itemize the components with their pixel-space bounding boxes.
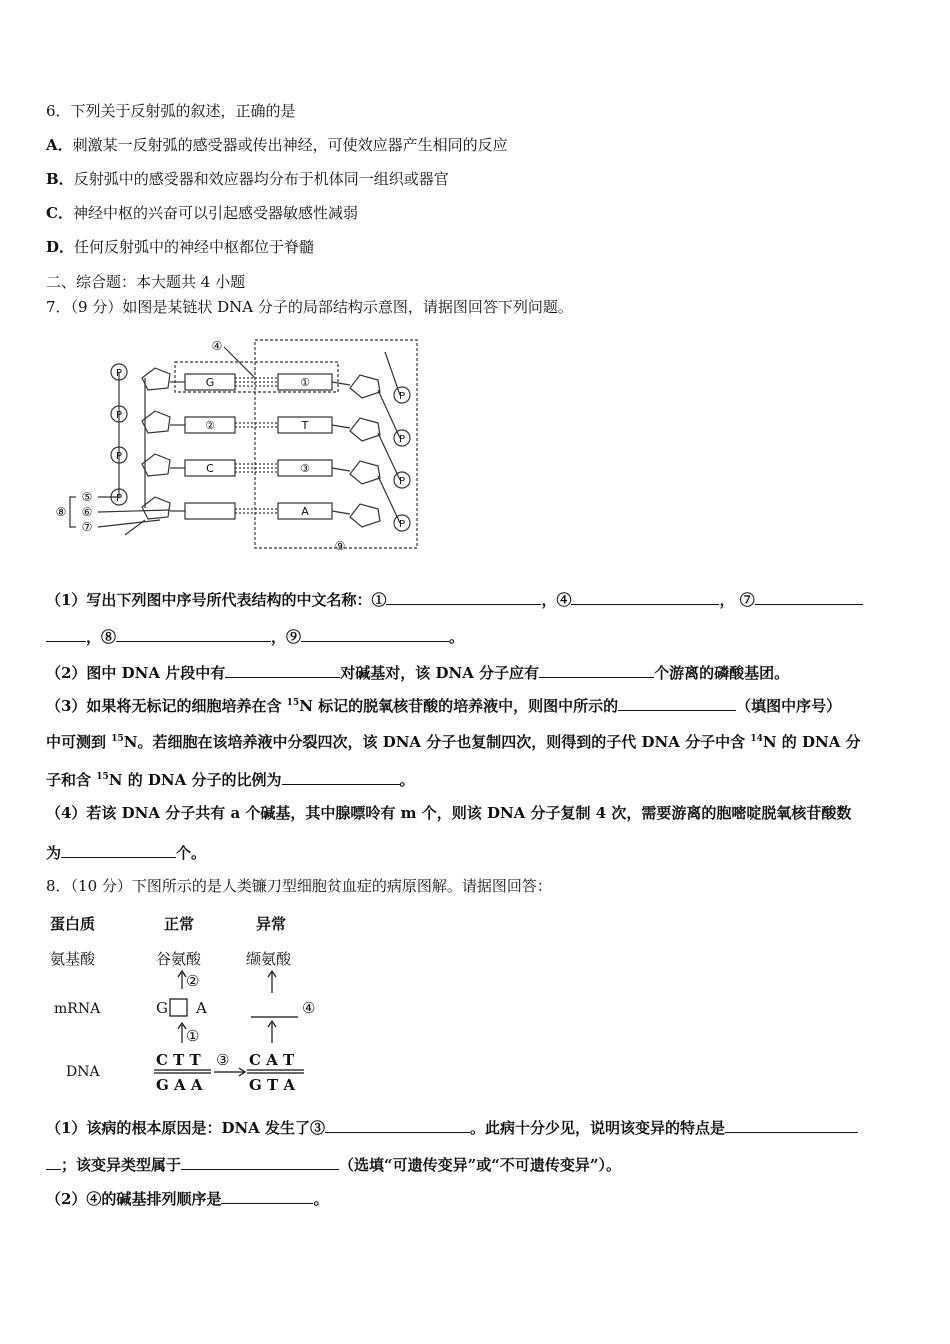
base-right-2: T [301,419,309,432]
answer-blank[interactable] [46,1154,61,1170]
arrow-label-2: ② [186,972,200,990]
phosphate-label: P [398,434,406,445]
figure-label-5: ⑤ [81,490,93,504]
q6-option-d[interactable] [46,237,314,257]
row-dna: DNA [66,1064,100,1080]
option-text: 刺激某一反射弧的感受器或传出神经，可使效应器产生相同的反应 [72,136,508,154]
phosphate-label: P [115,410,123,421]
answer-blank[interactable] [571,589,719,605]
answer-blank[interactable] [181,1154,339,1170]
answer-blank[interactable] [301,626,449,642]
figure-label-6: ⑥ [81,505,93,519]
base-left-2: ② [205,419,215,432]
figure-label-9: ⑨ [334,539,346,553]
option-letter: B． [46,170,74,188]
base-left-1: G [205,376,215,389]
arrow-label-1: ① [186,1027,200,1045]
base-right-3: ③ [300,462,310,475]
phosphate-label: P [115,451,123,462]
col-normal: 正常 [164,915,195,933]
answer-blank[interactable] [46,626,86,642]
answer-blank[interactable] [618,695,736,711]
answer-blank[interactable] [725,1117,858,1133]
answer-blank[interactable] [221,1188,313,1204]
q7-part3-line1: （3）如果将无标记的细胞培养在含 $^{15}$N 标记的脱氧核苷酸的培养液中，则图中所示的 （填图中序号） [46,697,842,715]
answer-blank[interactable] [539,662,654,678]
phosphate-label: P [115,493,123,504]
amino-acid-abnormal: 缬氨酸 [246,950,292,968]
q7-stem: 7．（9 分）如图是某链状 DNA 分子的局部结构示意图，请据图回答下列问题。 [46,298,573,316]
option-text: 反射弧中的感受器和效应器均分布于机体同一组织或器官 [73,170,449,188]
q7-part4-line2: 为 个。 [46,844,207,862]
q6-stem: 6．下列关于反射弧的叙述，正确的是 [46,102,296,120]
row-mrna: mRNA [54,1001,101,1017]
amino-acid-normal: 谷氨酸 [156,950,202,968]
base-right-1: ① [300,376,310,389]
phosphate-label: P [398,476,406,487]
q8-part2: （2）④的碱基排列顺序是 。 [46,1190,329,1208]
figure-label-8: ⑧ [55,505,67,519]
col-abnormal: 异常 [256,915,287,933]
answer-blank[interactable] [282,769,400,785]
col-protein: 蛋白质 [50,915,96,933]
q7-part3-line3: 子和含 $^{15}$N 的 DNA 分子的比例为 。 [46,771,415,789]
q7-part4-line1: （4）若该 DNA 分子共有 a 个碱基，其中腺嘌呤有 m 个，则该 DNA 分子复制 4 次，需要游离的胞嘧啶脱氧核苷酸数 [46,804,852,822]
section-heading: 二、综合题：本大题共 4 小题 [46,273,246,291]
answer-blank[interactable] [116,626,271,642]
option-letter: A． [46,136,73,154]
q6-option-b[interactable] [46,169,449,189]
base-left-3: C [206,462,214,475]
q8-part1-line1: （1）该病的根本原因是：DNA 发生了③ 。此病十分少见，说明该变异的特点是 [46,1117,858,1138]
dna-normal-top: C T T [156,1051,201,1069]
q6-option-c[interactable] [46,203,358,223]
q8-part1-line2: ；该变异类型属于 （选填“可遗传变异”或“不可遗传变异”）。 [46,1154,621,1175]
q7-part1-line1: （1）写出下列图中序号所代表结构的中文名称：① ，④ ， ⑦ [46,589,863,610]
sickle-cell-figure [46,905,346,1105]
figure-label-7: ⑦ [81,520,93,534]
q7-part3-line2: 中可测到 $^{15}$N。若细胞在该培养液中分裂四次，该 DNA 分子也复制四次，则得到的子代 DNA 分子中含 $^{14}$N 的 DNA 分 [46,733,861,751]
answer-blank[interactable] [325,1117,470,1133]
option-letter: D． [46,238,75,256]
phosphate-label: P [398,519,406,530]
q6-option-a[interactable] [46,135,508,155]
mutation-label-3: ③ [216,1051,230,1069]
figure-label-4: ④ [211,339,223,353]
mrna-label-4: ④ [302,999,316,1017]
option-text: 任何反射弧中的神经中枢都位于脊髓 [74,238,315,256]
mrna-base-right: A [196,999,207,1017]
answer-blank[interactable] [225,662,340,678]
dna-abnormal-bottom: G T A [249,1076,296,1094]
dna-structure-figure [50,330,430,560]
dna-abnormal-top: C A T [249,1051,295,1069]
row-amino-acid: 氨基酸 [50,950,96,968]
phosphate-label: P [398,391,406,402]
phosphate-label: P [115,368,123,379]
answer-blank[interactable] [386,589,541,605]
q7-part1-line2: ，⑧ ，⑨ 。 [46,626,464,647]
dna-normal-bottom: G A A [156,1076,203,1094]
base-right-4: A [301,505,309,518]
option-letter: C． [46,204,73,222]
option-text: 神经中枢的兴奋可以引起感受器敏感性减弱 [72,204,358,222]
answer-blank[interactable] [755,589,863,605]
q8-stem: 8．（10 分）下图所示的是人类镰刀型细胞贫血症的病原图解。请据图回答： [46,877,552,895]
answer-blank[interactable] [61,842,176,858]
q7-part2: （2）图中 DNA 片段中有 对碱基对，该 DNA 分子应有 个游离的磷酸基团。 [46,664,790,682]
mrna-base-left: G [156,999,168,1017]
